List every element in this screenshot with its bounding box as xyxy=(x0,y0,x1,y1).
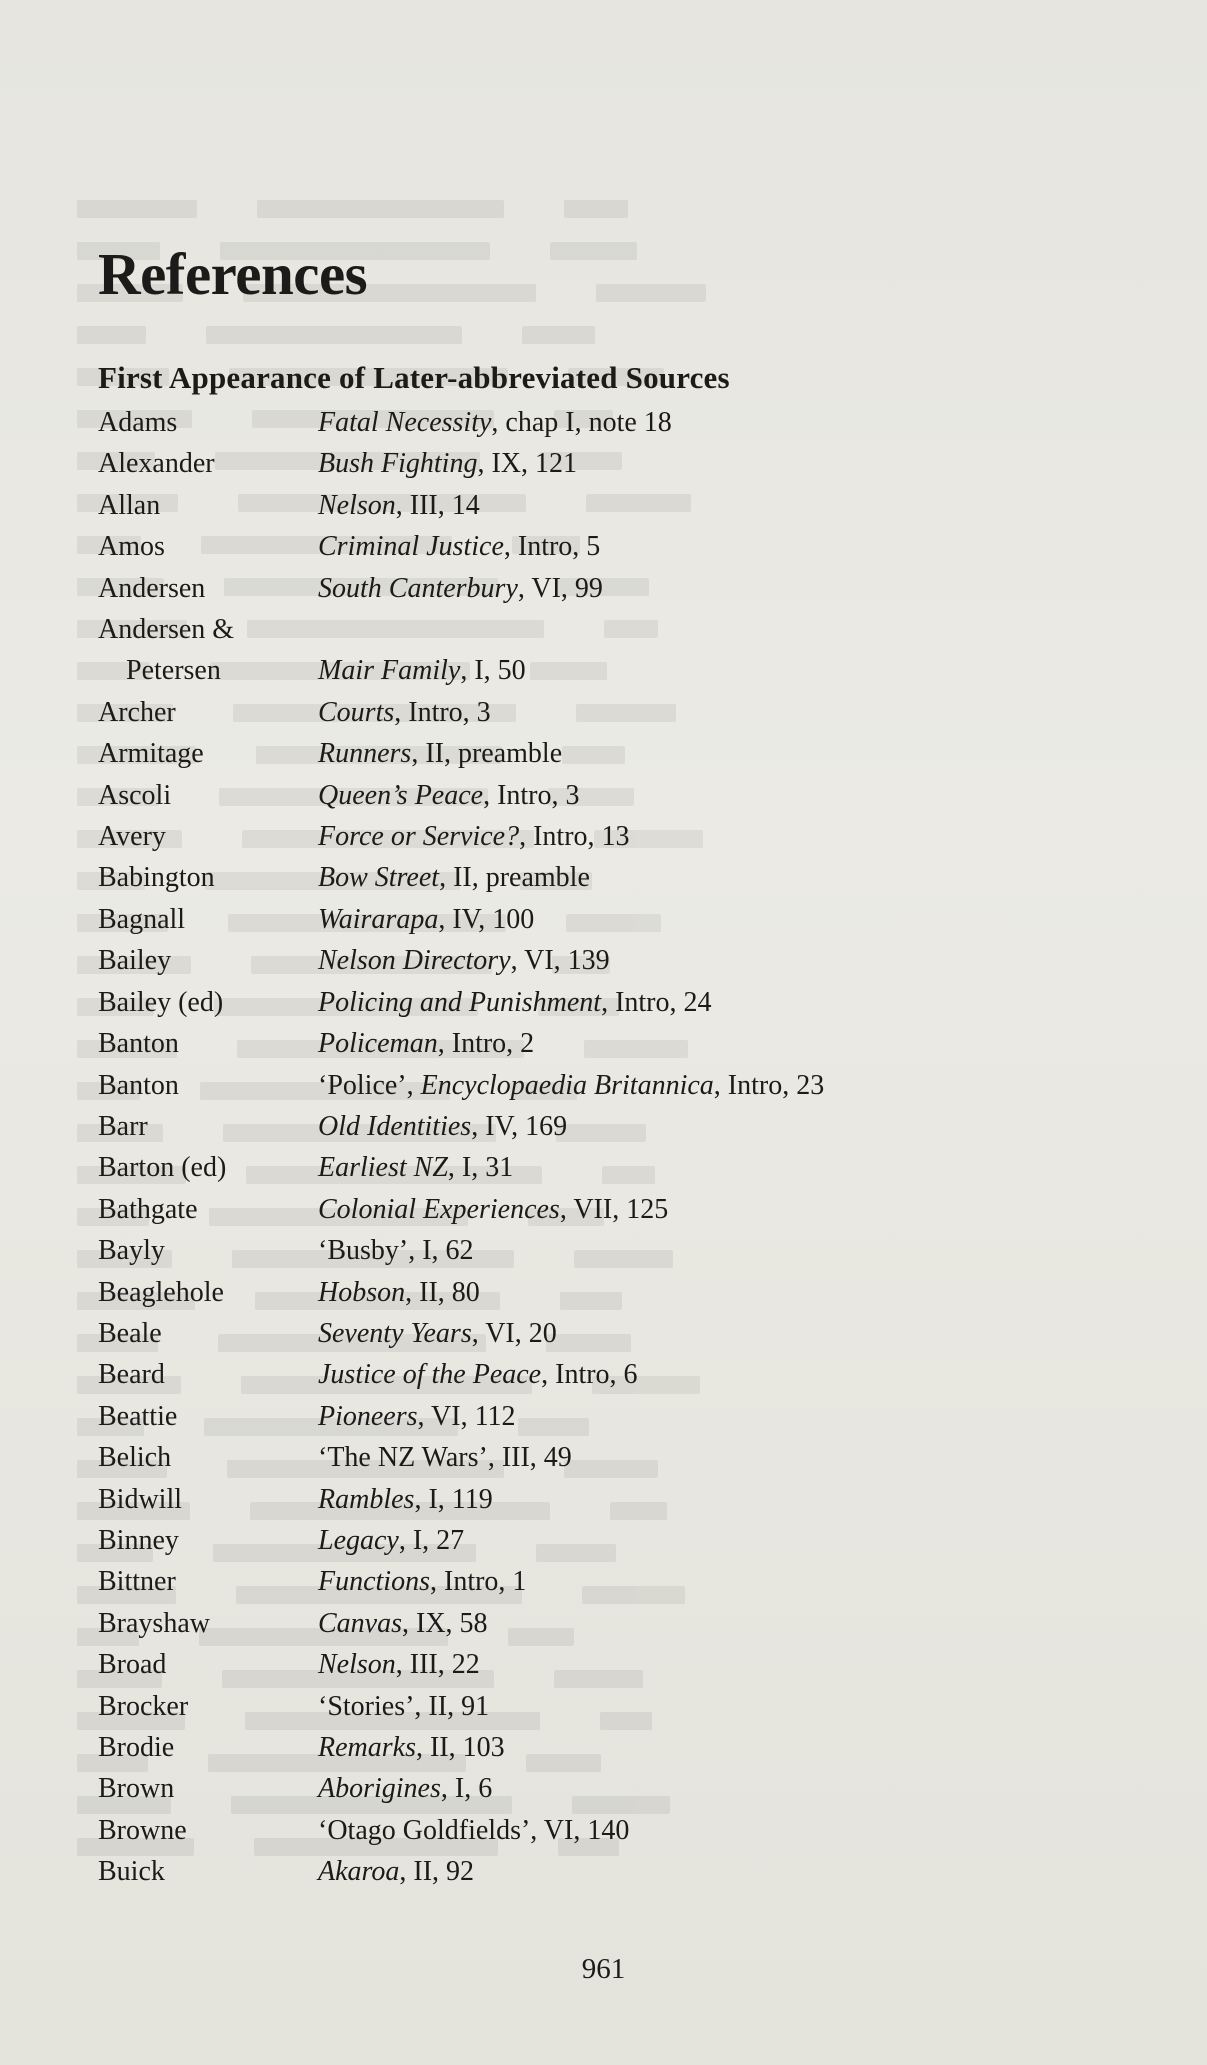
reference-author xyxy=(98,1437,318,1478)
reference-author-name: Beale xyxy=(98,1317,162,1349)
reference-source xyxy=(318,1810,1098,1851)
reference-author xyxy=(98,982,318,1023)
reference-author xyxy=(98,775,318,816)
source-title: Rambles xyxy=(318,1483,415,1515)
reference-author xyxy=(98,1023,318,1064)
reference-entry xyxy=(98,1313,1098,1354)
source-location: , I, 31 xyxy=(447,1152,514,1184)
reference-author xyxy=(98,1147,318,1188)
reference-author xyxy=(98,485,318,526)
reference-entry xyxy=(98,857,1098,898)
source-article-title: ‘Police’, xyxy=(318,1069,421,1101)
source-location: , II, 92 xyxy=(399,1856,475,1888)
reference-author xyxy=(98,609,318,692)
source-location: , Intro, 3 xyxy=(394,696,491,728)
reference-author-name: Adams xyxy=(98,407,178,438)
source-title: Bow Street xyxy=(318,862,440,894)
reference-author xyxy=(98,526,318,567)
reference-entry xyxy=(98,1603,1098,1644)
reference-source xyxy=(318,1396,1098,1437)
source-location: , II, preamble xyxy=(439,862,590,894)
reference-source xyxy=(318,650,1098,691)
bleed-through-word xyxy=(206,326,462,344)
reference-author-name: Bailey xyxy=(98,945,172,977)
reference-entry xyxy=(98,1023,1098,1064)
reference-entry xyxy=(98,609,1098,692)
reference-author xyxy=(98,1230,318,1271)
reference-author-name: Andersen & xyxy=(98,614,235,646)
reference-entry xyxy=(98,1189,1098,1230)
reference-author xyxy=(98,1603,318,1644)
reference-entry xyxy=(98,568,1098,609)
source-title: Courts xyxy=(318,696,395,728)
reference-author xyxy=(98,940,318,981)
bleed-through-word xyxy=(522,326,595,344)
reference-source xyxy=(318,1147,1098,1188)
reference-author-name: Barton (ed) xyxy=(98,1152,227,1184)
reference-source xyxy=(318,1644,1098,1685)
source-title: Functions xyxy=(318,1566,430,1598)
reference-entry xyxy=(98,1561,1098,1602)
reference-author xyxy=(98,692,318,733)
source-title: Colonial Experiences xyxy=(318,1193,560,1225)
source-title: Mair Family xyxy=(318,655,461,687)
reference-entry xyxy=(98,1768,1098,1809)
source-article-title: ‘The NZ Wars’, III, 49 xyxy=(318,1442,572,1474)
section-subtitle: First Appearance of Later-abbreviated Sources xyxy=(98,360,730,395)
reference-author-name-continued: Petersen xyxy=(126,655,221,687)
reference-author-name: Brayshaw xyxy=(98,1607,210,1639)
reference-source xyxy=(318,485,1098,526)
reference-author-name: Brown xyxy=(98,1773,175,1805)
reference-author-name: Brocker xyxy=(98,1690,189,1722)
reference-source xyxy=(318,857,1098,898)
reference-author-name: Binney xyxy=(98,1524,179,1556)
reference-author-name: Browne xyxy=(98,1814,187,1846)
source-location: , VII, 125 xyxy=(559,1193,669,1225)
reference-source xyxy=(318,1313,1098,1354)
reference-author-name: Bagnall xyxy=(98,903,186,935)
source-location: , Intro, 3 xyxy=(483,779,580,811)
reference-source xyxy=(318,1189,1098,1230)
reference-author xyxy=(98,402,318,443)
reference-author-name: Broad xyxy=(98,1649,167,1681)
reference-source xyxy=(318,526,1098,567)
reference-source xyxy=(318,1686,1098,1727)
bleed-through-line xyxy=(77,200,1077,242)
reference-author xyxy=(98,1354,318,1395)
reference-source xyxy=(318,1851,1098,1892)
reference-entry xyxy=(98,1230,1098,1271)
reference-source xyxy=(318,1230,1098,1271)
reference-source xyxy=(318,733,1098,774)
reference-entry xyxy=(98,1437,1098,1478)
reference-entry xyxy=(98,816,1098,857)
source-title: Earliest NZ xyxy=(318,1152,448,1184)
source-title: Policing and Punishment xyxy=(318,986,602,1018)
bleed-through-word xyxy=(596,284,706,302)
reference-author-name: Bathgate xyxy=(98,1193,198,1225)
source-location: , VI, 20 xyxy=(471,1317,557,1349)
source-title: Remarks xyxy=(318,1732,416,1763)
reference-author xyxy=(98,1644,318,1685)
source-title: Old Identities xyxy=(318,1110,472,1142)
reference-entry xyxy=(98,1851,1098,1892)
source-title: Akaroa xyxy=(318,1856,400,1888)
source-title: Hobson xyxy=(318,1276,406,1308)
source-title: Wairarapa xyxy=(318,903,439,935)
reference-author xyxy=(98,857,318,898)
source-location: , II, preamble xyxy=(411,738,563,770)
reference-entry xyxy=(98,1686,1098,1727)
reference-source xyxy=(318,775,1098,816)
reference-author-name: Alexander xyxy=(98,448,215,480)
source-location: , Intro, 24 xyxy=(601,986,712,1018)
source-title: Force or Service? xyxy=(318,821,520,853)
reference-entry xyxy=(98,733,1098,774)
reference-entry xyxy=(98,402,1098,443)
source-title: Nelson xyxy=(318,1649,396,1681)
reference-author xyxy=(98,1396,318,1437)
reference-author xyxy=(98,1561,318,1602)
reference-author xyxy=(98,899,318,940)
reference-entry xyxy=(98,1396,1098,1437)
bleed-through-word xyxy=(77,326,146,344)
bleed-through-word xyxy=(550,242,637,260)
source-location: , I, 27 xyxy=(398,1524,465,1556)
source-location: , Intro, 23 xyxy=(713,1069,825,1101)
source-location: , Intro, 1 xyxy=(430,1566,527,1598)
reference-source xyxy=(318,1023,1098,1064)
source-location: , III, 22 xyxy=(395,1649,480,1681)
source-location: , IV, 169 xyxy=(471,1110,568,1142)
source-location: , Intro, 13 xyxy=(519,821,630,853)
reference-author xyxy=(98,1272,318,1313)
source-article-title: ‘Stories’, II, 91 xyxy=(318,1690,490,1722)
source-title: Runners xyxy=(318,738,412,770)
page-number: 961 xyxy=(581,1953,626,1985)
bleed-through-word xyxy=(564,200,628,218)
reference-source xyxy=(318,1520,1098,1561)
source-title: Bush Fighting xyxy=(318,448,478,480)
reference-author-name: Babington xyxy=(98,862,215,894)
source-location: , IV, 100 xyxy=(438,903,535,935)
reference-author-name: Armitage xyxy=(98,738,204,770)
reference-entry xyxy=(98,1520,1098,1561)
reference-entry xyxy=(98,485,1098,526)
reference-author xyxy=(98,1479,318,1520)
source-title: Criminal Justice xyxy=(318,531,504,563)
reference-source xyxy=(318,982,1098,1023)
source-article-title: ‘Otago Goldfields’, VI, 140 xyxy=(318,1814,630,1846)
reference-author-name: Banton xyxy=(98,1069,179,1101)
reference-source xyxy=(318,940,1098,981)
bleed-through-word xyxy=(77,200,197,218)
reference-author-name: Allan xyxy=(98,489,161,521)
source-location: , II, 80 xyxy=(405,1276,480,1308)
source-location: , VI, 112 xyxy=(417,1400,516,1432)
reference-entry xyxy=(98,982,1098,1023)
reference-source xyxy=(318,1479,1098,1520)
source-title: Encyclopaedia Britannica xyxy=(420,1069,714,1101)
source-location: , Intro, 6 xyxy=(541,1359,638,1391)
reference-entry xyxy=(98,775,1098,816)
reference-author-name: Archer xyxy=(98,696,176,728)
source-location: , IX, 121 xyxy=(477,448,577,480)
source-location: , IX, 58 xyxy=(402,1607,488,1639)
reference-author xyxy=(98,1313,318,1354)
reference-author-name: Ascoli xyxy=(98,779,172,811)
reference-source xyxy=(318,1065,1098,1106)
reference-source xyxy=(318,402,1098,443)
source-location: , Intro, 5 xyxy=(503,531,601,563)
reference-author xyxy=(98,816,318,857)
reference-author-name: Amos xyxy=(98,531,165,563)
reference-source xyxy=(318,1272,1098,1313)
reference-entry xyxy=(98,1810,1098,1851)
reference-entry xyxy=(98,443,1098,484)
reference-source xyxy=(318,1603,1098,1644)
reference-author xyxy=(98,1727,318,1768)
reference-author xyxy=(98,1851,318,1892)
reference-author-name: Bayly xyxy=(98,1235,165,1267)
reference-entry xyxy=(98,899,1098,940)
reference-author xyxy=(98,1106,318,1147)
source-location: , Intro, 2 xyxy=(437,1028,535,1060)
reference-author-name: Belich xyxy=(98,1442,172,1474)
reference-source xyxy=(318,899,1098,940)
reference-author-name: Banton xyxy=(98,1028,179,1060)
source-title: Aborigines xyxy=(318,1773,441,1805)
source-article-title: ‘Busby’, I, 62 xyxy=(318,1235,474,1267)
reference-author xyxy=(98,1189,318,1230)
reference-source xyxy=(318,1727,1098,1768)
reference-source xyxy=(318,1354,1098,1395)
reference-author-name: Beattie xyxy=(98,1400,178,1432)
reference-author xyxy=(98,1065,318,1106)
bleed-through-word xyxy=(257,200,504,218)
source-title: Queen’s Peace xyxy=(318,779,484,811)
reference-author xyxy=(98,1686,318,1727)
reference-entry xyxy=(98,1354,1098,1395)
reference-author-name: Buick xyxy=(98,1856,165,1888)
reference-author-name: Beard xyxy=(98,1359,165,1391)
reference-author-name: Barr xyxy=(98,1110,148,1142)
reference-author-name: Beaglehole xyxy=(98,1276,224,1308)
reference-source xyxy=(318,1561,1098,1602)
source-location: , chap I, note 18 xyxy=(491,407,672,438)
reference-entry xyxy=(98,1644,1098,1685)
reference-author xyxy=(98,733,318,774)
source-title: Pioneers xyxy=(318,1400,418,1432)
reference-entry xyxy=(98,1147,1098,1188)
source-location: , III, 14 xyxy=(395,489,480,521)
source-title: Seventy Years xyxy=(318,1317,472,1349)
reference-author-name: Avery xyxy=(98,821,166,853)
source-title: Policeman xyxy=(318,1028,438,1060)
reference-source xyxy=(318,1437,1098,1478)
reference-author xyxy=(98,1810,318,1851)
source-location: , I, 119 xyxy=(414,1483,493,1515)
reference-entry xyxy=(98,526,1098,567)
reference-source xyxy=(318,1768,1098,1809)
reference-author xyxy=(98,443,318,484)
page-title: References xyxy=(98,241,368,307)
reference-entry xyxy=(98,1479,1098,1520)
reference-source xyxy=(318,1106,1098,1147)
source-location: , I, 50 xyxy=(460,655,526,687)
source-title: Justice of the Peace xyxy=(318,1359,542,1391)
reference-author-name: Bailey (ed) xyxy=(98,986,224,1018)
reference-source xyxy=(318,443,1098,484)
reference-entry xyxy=(98,1065,1098,1106)
source-title: Fatal Necessity xyxy=(318,407,492,438)
source-location: , VI, 99 xyxy=(517,572,603,604)
source-location: , II, 103 xyxy=(415,1732,505,1763)
reference-list xyxy=(98,402,1098,1893)
reference-source xyxy=(318,692,1098,733)
reference-author xyxy=(98,568,318,609)
reference-entry xyxy=(98,940,1098,981)
source-title: Nelson Directory xyxy=(318,945,511,977)
source-title: Nelson xyxy=(318,489,396,521)
source-location: , I, 6 xyxy=(440,1773,493,1805)
source-title: Canvas xyxy=(318,1607,402,1639)
reference-source xyxy=(318,816,1098,857)
reference-author xyxy=(98,1520,318,1561)
reference-author-name: Bittner xyxy=(98,1566,176,1598)
reference-author-name: Andersen xyxy=(98,572,206,604)
reference-author xyxy=(98,1768,318,1809)
reference-author-name: Brodie xyxy=(98,1732,175,1763)
source-title: South Canterbury xyxy=(318,572,518,604)
reference-entry xyxy=(98,692,1098,733)
reference-source xyxy=(318,568,1098,609)
source-title: Legacy xyxy=(318,1524,399,1556)
source-location: , VI, 139 xyxy=(510,945,610,977)
reference-entry xyxy=(98,1106,1098,1147)
reference-author-name: Bidwill xyxy=(98,1483,183,1515)
reference-entry xyxy=(98,1727,1098,1768)
reference-entry xyxy=(98,1272,1098,1313)
